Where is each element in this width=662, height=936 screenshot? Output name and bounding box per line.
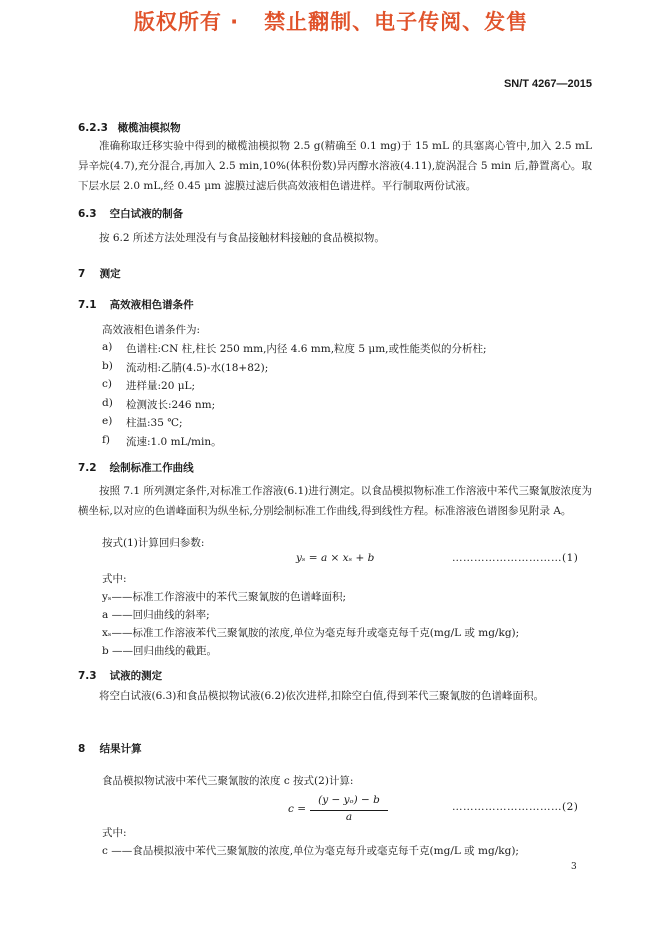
watermark-banner: 版权所有 · 禁止翻制、电子传阅、发售 — [133, 10, 529, 34]
definition-ys: yₛ——标准工作溶液中的苯代三聚氰胺的色谱峰面积; — [102, 591, 347, 603]
section-heading-7-2 — [78, 460, 194, 475]
list-item-label: e) — [102, 415, 113, 427]
definition-a: a ——回归曲线的斜率; — [102, 609, 210, 621]
section-title: 试液的测定 — [109, 670, 163, 682]
section-number: 7.2 — [78, 462, 97, 474]
section-heading-7 — [78, 266, 121, 281]
paragraph-sample: 将空白试液(6.3)和食品模拟物试液(6.2)依次进样,扣除空白值,得到苯代三聚氰胺的色谱峰面积。 — [99, 690, 544, 702]
formula-1: yₛ = a × xₛ + b — [296, 552, 375, 564]
list-item-text: 色谱柱:CN 柱,柱长 250 mm,内径 4.6 mm,粒度 5 μm,或性能类似的分析柱; — [126, 343, 487, 355]
paragraph-calibration: 按照 7.1 所列测定条件,对标准工作溶液(6.1)进行测定。以食品模拟物标准工作溶液中苯代三聚氰胺浓度为横坐标,以对应的色谱峰面积为纵坐标,分别绘制标准工作曲线,得到线性方程。标准溶液色谱图参见附录 A。 — [78, 485, 592, 517]
section-number: 7.1 — [78, 299, 97, 311]
equation-number-1: …………………………(1) — [452, 552, 579, 564]
definition-xs: xₛ——标准工作溶液苯代三聚氰胺的浓度,单位为毫克每升或毫克每千克(mg/L 或 mg/kg); — [102, 627, 520, 639]
list-item-text: 柱温:35 ℃; — [126, 417, 183, 429]
list-item-text: 流动相:乙腈(4.5)-水(18+82); — [126, 362, 269, 374]
section-title: 测定 — [99, 268, 121, 280]
standard-code: SN/T 4267—2015 — [503, 78, 592, 90]
formula-intro: 按式(1)计算回归参数: — [102, 537, 205, 549]
list-item-label: a) — [102, 341, 113, 353]
section-heading-6-3 — [78, 206, 183, 221]
section-number: 6.3 — [78, 208, 97, 220]
section-title: 绘制标准工作曲线 — [109, 462, 194, 474]
definition-c: c ——食品模拟液中苯代三聚氰胺的浓度,单位为毫克每升或毫克每千克(mg/L 或 mg/kg); — [102, 845, 519, 857]
formula-2-numerator: (y − yₒ) − b — [318, 794, 380, 806]
section-number: 6.2.3 — [78, 122, 108, 134]
list-item-text: 进样量:20 μL; — [126, 380, 196, 392]
section-title: 空白试液的制备 — [109, 208, 184, 220]
definition-b: b ——回归曲线的截距。 — [102, 645, 218, 657]
section-title: 高效液相色谱条件 — [109, 299, 194, 311]
section-title: 橄榄油模拟物 — [117, 122, 181, 134]
hplc-intro: 高效液相色谱条件为: — [102, 324, 201, 336]
section-number: 7 — [78, 268, 86, 280]
result-intro: 食品模拟物试液中苯代三聚氰胺的浓度 c 按式(2)计算: — [102, 775, 354, 787]
section-heading-7-1 — [78, 297, 194, 312]
page-number: 3 — [571, 862, 577, 872]
where-label: 式中: — [102, 827, 127, 839]
formula-2-denominator: a — [345, 811, 353, 823]
list-item-label: b) — [102, 360, 113, 372]
where-label: 式中: — [102, 573, 127, 585]
section-heading-8 — [78, 741, 142, 756]
formula-2-lhs: c = — [288, 803, 307, 815]
list-item-label: d) — [102, 397, 113, 409]
section-number: 7.3 — [78, 670, 97, 682]
paragraph-blank: 按 6.2 所述方法处理没有与食品接触材料接触的食品模拟物。 — [99, 232, 385, 244]
list-item-label: f) — [102, 434, 110, 446]
section-number: 8 — [78, 743, 86, 755]
section-heading-6-2-3 — [78, 120, 181, 135]
paragraph-olive-oil: 准确称取迁移实验中得到的橄榄油模拟物 2.5 g(精确至 0.1 mg)于 15 mL 的具塞离心管中,加入 2.5 mL 异辛烷(4.7),充分混合,再加入 2.5 min,10%(体积份数)异丙醇水溶液(4.11),旋涡混合 5 min 后,静置离心。取下层水层 2.0 mL,经 0.45 μm 滤膜过滤后供高效液相色谱进样。平行制取两份试液。 — [78, 140, 592, 192]
list-item-text: 流速:1.0 mL/min。 — [126, 436, 222, 448]
equation-number-2: …………………………(2) — [452, 801, 579, 813]
section-heading-7-3 — [78, 668, 162, 683]
list-item-label: c) — [102, 378, 112, 390]
list-item-text: 检测波长:246 nm; — [126, 399, 216, 411]
section-title: 结果计算 — [99, 743, 142, 755]
